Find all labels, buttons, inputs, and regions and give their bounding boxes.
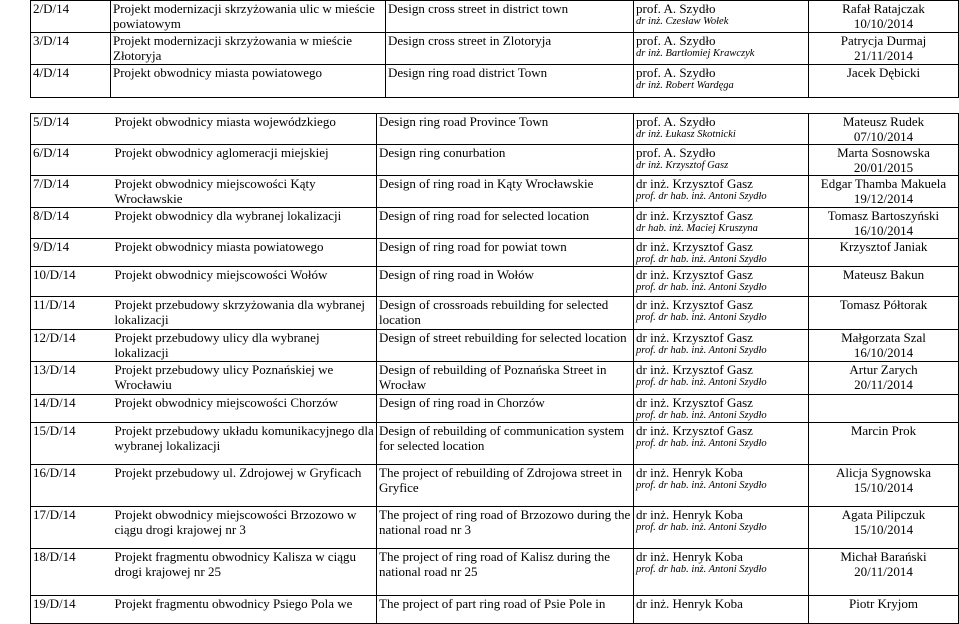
- supervisor-primary: dr inż. Krzysztof Gasz: [636, 297, 753, 312]
- title-english: Design of rebuilding of Poznańska Street in Wrocław: [377, 362, 634, 395]
- student-cell: [809, 114, 959, 145]
- student-name: Rafał Ratajczak: [842, 1, 925, 16]
- supervisors-cell: [634, 297, 809, 330]
- supervisor-secondary: prof. dr hab. inż. Antoni Szydło: [636, 282, 767, 293]
- project-code: 16/D/14: [31, 465, 113, 507]
- table-row: [31, 362, 959, 395]
- supervisor-primary: dr inż. Krzysztof Gasz: [636, 239, 753, 254]
- student-name: Patrycja Durmaj: [840, 33, 927, 48]
- student-name: Małgorzata Szal: [841, 330, 926, 345]
- student-cell: [809, 176, 959, 208]
- student-name: Tomasz Bartoszyński: [827, 208, 940, 223]
- title-polish: Projekt modernizacji skrzyżowania w mieście Złotoryja: [111, 33, 386, 65]
- title-english: Design of street rebuilding for selected location: [377, 330, 634, 362]
- title-polish: Projekt obwodnicy miejscowości Wołów: [113, 267, 377, 297]
- project-code: 19/D/14: [31, 596, 113, 624]
- project-code: 18/D/14: [31, 549, 113, 596]
- supervisor-primary: dr inż. Krzysztof Gasz: [636, 330, 753, 345]
- student-name: Marcin Prok: [850, 423, 917, 438]
- title-english: Design of ring road for selected location: [377, 208, 634, 239]
- supervisor-primary: dr inż. Henryk Koba: [636, 465, 743, 480]
- student-cell: [809, 549, 959, 596]
- project-code: 10/D/14: [31, 267, 113, 297]
- title-polish: Projekt obwodnicy miasta powiatowego: [113, 239, 377, 267]
- project-code: 5/D/14: [31, 114, 113, 145]
- table-row: [31, 330, 959, 362]
- supervisors-cell: [634, 362, 809, 395]
- table-row: [31, 114, 959, 145]
- title-polish: Projekt fragmentu obwodnicy Psiego Pola we: [113, 596, 377, 624]
- student-cell: [809, 33, 959, 65]
- student-cell: [809, 208, 959, 239]
- student-cell: [809, 1, 959, 33]
- supervisor-secondary: prof. dr hab. inż. Antoni Szydło: [636, 564, 767, 575]
- assignment-date: 21/11/2014: [854, 48, 913, 63]
- table-row: [31, 176, 959, 208]
- student-cell: [809, 297, 959, 330]
- supervisor-primary: dr inż. Krzysztof Gasz: [636, 208, 753, 223]
- supervisor-secondary: dr inż. Bartłomiej Krawczyk: [636, 48, 755, 59]
- table-row: [31, 549, 959, 596]
- title-polish: Projekt przebudowy ulicy dla wybranej lokalizacji: [113, 330, 377, 362]
- supervisor-primary: dr inż. Krzysztof Gasz: [636, 395, 753, 410]
- title-polish: Projekt obwodnicy miasta powiatowego: [111, 65, 386, 98]
- title-polish: Projekt obwodnicy miasta wojewódzkiego: [113, 114, 377, 145]
- supervisors-cell: [634, 208, 809, 239]
- title-english: Design ring road Province Town: [377, 114, 634, 145]
- project-code: 12/D/14: [31, 330, 113, 362]
- supervisors-cell: [634, 330, 809, 362]
- table-row: [31, 395, 959, 423]
- assignment-date: 16/10/2014: [853, 223, 914, 238]
- title-english: Design of ring road for powiat town: [377, 239, 634, 267]
- student-name: Tomasz Półtorak: [839, 297, 928, 312]
- assignment-date: 07/10/2014: [853, 129, 914, 144]
- project-code: 17/D/14: [31, 507, 113, 549]
- supervisor-primary: prof. A. Szydło: [636, 145, 716, 160]
- title-english: Design of ring road in Chorzów: [377, 395, 634, 423]
- project-code: 7/D/14: [31, 176, 113, 208]
- project-code: 9/D/14: [31, 239, 113, 267]
- title-english: Design of rebuilding of communication system for selected location: [377, 423, 634, 465]
- student-cell: [809, 330, 959, 362]
- title-english: Design ring conurbation: [377, 145, 634, 176]
- project-code: 4/D/14: [31, 65, 111, 98]
- assignment-date: 16/10/2014: [853, 345, 914, 360]
- project-code: 14/D/14: [31, 395, 113, 423]
- supervisors-cell: [634, 507, 809, 549]
- assignment-date: 10/10/2014: [853, 16, 914, 31]
- student-name: Mateusz Rudek: [842, 114, 925, 129]
- student-cell: [809, 267, 959, 297]
- student-cell: [809, 362, 959, 395]
- project-code: 13/D/14: [31, 362, 113, 395]
- supervisors-cell: [634, 549, 809, 596]
- supervisor-primary: dr inż. Henryk Koba: [636, 507, 743, 522]
- student-cell: [809, 145, 959, 176]
- student-cell: [809, 239, 959, 267]
- supervisor-secondary: prof. dr hab. inż. Antoni Szydło: [636, 312, 767, 323]
- title-english: The project of ring road of Brzozowo during the national road nr 3: [377, 507, 634, 549]
- student-name: Michał Barański: [840, 549, 927, 564]
- project-code: 6/D/14: [31, 145, 113, 176]
- supervisors-cell: [634, 596, 809, 624]
- supervisor-secondary: dr inż. Krzysztof Gasz: [636, 160, 729, 171]
- main-table-body: [31, 114, 959, 624]
- title-polish: Projekt obwodnicy miejscowości Brzozowo w ciągu drogi krajowej nr 3: [113, 507, 377, 549]
- title-english: Design cross street in Zlotoryja: [386, 33, 634, 65]
- table-row: [31, 145, 959, 176]
- title-english: The project of rebuilding of Zdrojowa street in Gryfice: [377, 465, 634, 507]
- project-code: 8/D/14: [31, 208, 113, 239]
- supervisor-secondary: dr inż. Czesław Wołek: [636, 16, 729, 27]
- supervisor-primary: prof. A. Szydło: [636, 1, 716, 16]
- supervisor-secondary: prof. dr hab. inż. Antoni Szydło: [636, 438, 767, 449]
- assignment-date: 15/10/2014: [853, 480, 914, 495]
- title-english: The project of part ring road of Psie Pole in: [377, 596, 634, 624]
- student-name: Marta Sosnowska: [837, 145, 930, 160]
- supervisors-cell: [634, 395, 809, 423]
- title-polish: Projekt przebudowy ul. Zdrojowej w Gryficach: [113, 465, 377, 507]
- student-name: Artur Zarych: [849, 362, 918, 377]
- supervisors-cell: [634, 465, 809, 507]
- supervisors-cell: [634, 239, 809, 267]
- table-row: [31, 1, 959, 33]
- supervisor-primary: dr inż. Krzysztof Gasz: [636, 423, 753, 438]
- title-polish: Projekt obwodnicy miejscowości Chorzów: [113, 395, 377, 423]
- student-cell: [809, 65, 959, 98]
- title-polish: Projekt przebudowy układu komunikacyjnego dla wybranej lokalizacji: [113, 423, 377, 465]
- project-code: 2/D/14: [31, 1, 111, 33]
- supervisor-primary: prof. A. Szydło: [636, 33, 716, 48]
- project-code: 3/D/14: [31, 33, 111, 65]
- supervisor-secondary: prof. dr hab. inż. Antoni Szydło: [636, 191, 767, 202]
- student-name: Piotr Kryjom: [849, 596, 918, 611]
- supervisors-cell: [634, 176, 809, 208]
- student-cell: [809, 465, 959, 507]
- supervisors-cell: [634, 423, 809, 465]
- supervisor-secondary: prof. dr hab. inż. Antoni Szydło: [636, 480, 767, 491]
- title-polish: Projekt obwodnicy miejscowości Kąty Wrocławskie: [113, 176, 377, 208]
- assignment-date: 20/11/2014: [854, 564, 913, 579]
- supervisor-primary: prof. A. Szydło: [636, 114, 716, 129]
- top-table-body: [31, 1, 959, 98]
- student-name: Mateusz Bakun: [842, 267, 925, 282]
- supervisor-secondary: prof. dr hab. inż. Antoni Szydło: [636, 377, 767, 388]
- student-name: Edgar Thamba Makuela: [820, 176, 947, 191]
- student-name: Krzysztof Janiak: [839, 239, 928, 254]
- supervisor-primary: prof. A. Szydło: [636, 65, 716, 80]
- supervisor-secondary: prof. dr hab. inż. Antoni Szydło: [636, 522, 767, 533]
- student-name: Agata Pilipczuk: [841, 507, 926, 522]
- table-row: [31, 465, 959, 507]
- title-polish: Projekt modernizacji skrzyżowania ulic w mieście powiatowym: [111, 1, 386, 33]
- supervisor-secondary: prof. dr hab. inż. Antoni Szydło: [636, 345, 767, 356]
- supervisors-cell: [634, 65, 809, 98]
- assignment-date: 20/01/2015: [853, 160, 914, 175]
- student-cell: [809, 395, 959, 423]
- supervisor-secondary: dr inż. Łukasz Skotnicki: [636, 129, 736, 140]
- student-cell: [809, 596, 959, 624]
- table-row: [31, 507, 959, 549]
- supervisors-cell: [634, 114, 809, 145]
- title-polish: Projekt przebudowy skrzyżowania dla wybranej lokalizacji: [113, 297, 377, 330]
- title-english: Design of ring road in Wołów: [377, 267, 634, 297]
- student-cell: [809, 507, 959, 549]
- supervisor-secondary: dr hab. inż. Maciej Kruszyna: [636, 223, 758, 234]
- table-row: [31, 33, 959, 65]
- table-row: [31, 208, 959, 239]
- table-row: [31, 423, 959, 465]
- supervisor-secondary: prof. dr hab. inż. Antoni Szydło: [636, 410, 767, 421]
- top-table: [30, 0, 959, 98]
- table-row: [31, 267, 959, 297]
- supervisors-cell: [634, 1, 809, 33]
- table-row: [31, 596, 959, 624]
- supervisor-primary: dr inż. Henryk Koba: [636, 549, 743, 564]
- title-english: Design cross street in district town: [386, 1, 634, 33]
- supervisors-cell: [634, 33, 809, 65]
- supervisor-primary: dr inż. Krzysztof Gasz: [636, 362, 753, 377]
- title-polish: Projekt obwodnicy aglomeracji miejskiej: [113, 145, 377, 176]
- title-english: The project of ring road of Kalisz during the national road nr 25: [377, 549, 634, 596]
- student-name: Jacek Dębicki: [846, 65, 921, 80]
- supervisor-primary: dr inż. Krzysztof Gasz: [636, 176, 753, 191]
- table-row: [31, 239, 959, 267]
- main-table: [30, 113, 959, 624]
- project-code: 15/D/14: [31, 423, 113, 465]
- supervisors-cell: [634, 145, 809, 176]
- table-row: [31, 297, 959, 330]
- title-polish: Projekt obwodnicy dla wybranej lokalizacji: [113, 208, 377, 239]
- assignment-date: 19/12/2014: [853, 191, 914, 206]
- assignment-date: 20/11/2014: [854, 377, 913, 392]
- title-english: Design of ring road in Kąty Wrocławskie: [377, 176, 634, 208]
- assignment-date: 15/10/2014: [853, 522, 914, 537]
- student-cell: [809, 423, 959, 465]
- supervisor-secondary: dr inż. Robert Wardęga: [636, 80, 734, 91]
- student-name: Alicja Sygnowska: [836, 465, 931, 480]
- title-polish: Projekt przebudowy ulicy Poznańskiej we Wrocławiu: [113, 362, 377, 395]
- title-polish: Projekt fragmentu obwodnicy Kalisza w ciągu drogi krajowej nr 25: [113, 549, 377, 596]
- project-code: 11/D/14: [31, 297, 113, 330]
- table-row: [31, 65, 959, 98]
- supervisor-primary: dr inż. Krzysztof Gasz: [636, 267, 753, 282]
- title-english: Design of crossroads rebuilding for selected location: [377, 297, 634, 330]
- supervisors-cell: [634, 267, 809, 297]
- title-english: Design ring road district Town: [386, 65, 634, 98]
- supervisor-secondary: prof. dr hab. inż. Antoni Szydło: [636, 254, 767, 265]
- supervisor-primary: dr inż. Henryk Koba: [636, 596, 743, 611]
